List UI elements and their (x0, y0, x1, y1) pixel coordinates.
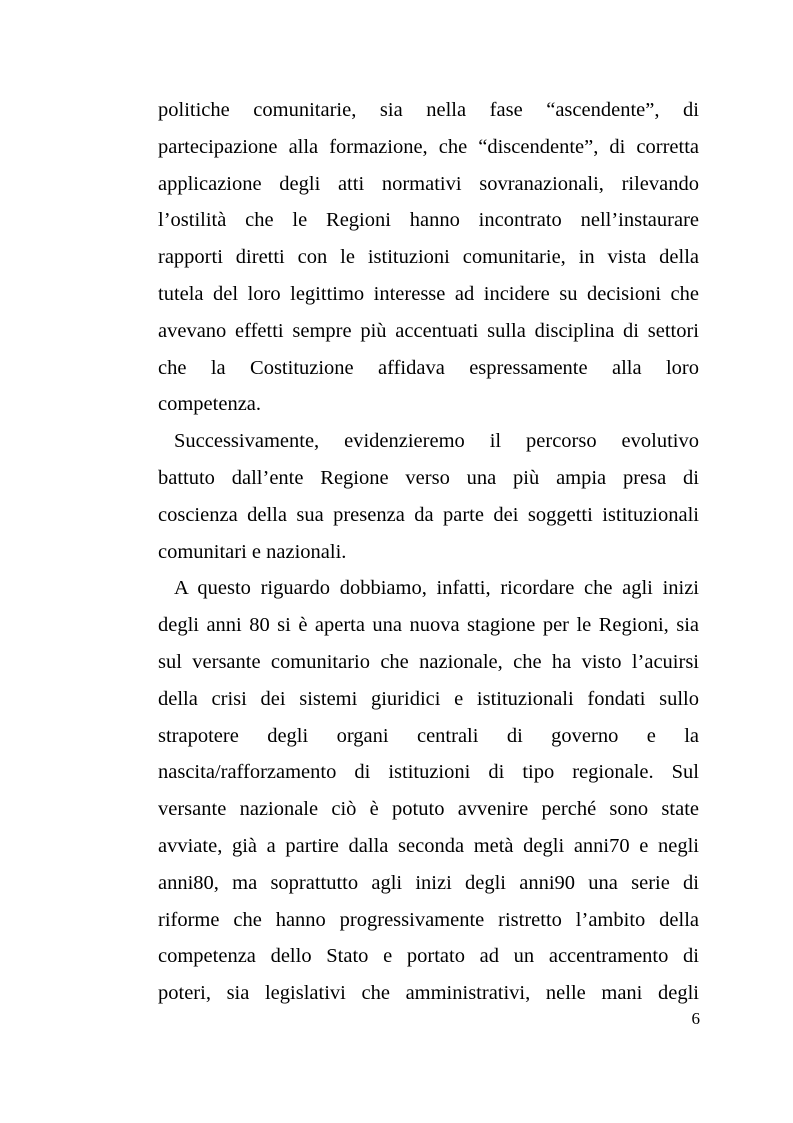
text-line: l’ostilità che le Regioni hanno incontrato nell’instaurare (158, 209, 699, 232)
paragraph (158, 423, 699, 570)
text-line: competenza dello Stato e portato ad un accentramento di (158, 945, 699, 968)
page-number: 6 (691, 1009, 700, 1028)
text-line: anni80, ma soprattutto agli inizi degli anni90 una serie di (158, 871, 699, 894)
text-line: poteri, sia legislativi che amministrativi, nelle mani degli (158, 982, 699, 1005)
text-line: tutela del loro legittimo interesse ad incidere su decisioni che (158, 282, 699, 305)
text-line: riforme che hanno progressivamente ristretto l’ambito della (158, 908, 699, 931)
text-line: coscienza della sua presenza da parte dei soggetti istituzionali (158, 503, 699, 526)
text-line: A questo riguardo dobbiamo, infatti, ricordare che agli inizi (174, 577, 699, 600)
text-line: battuto dall’ente Regione verso una più ampia presa di (158, 466, 699, 489)
text-line: rapporti diretti con le istituzioni comunitarie, in vista della (158, 246, 699, 269)
paragraph (158, 92, 699, 423)
text-line: sul versante comunitario che nazionale, che ha visto l’acuirsi (158, 650, 699, 673)
text-line: partecipazione alla formazione, che “discendente”, di corretta (158, 135, 699, 158)
text-line: della crisi dei sistemi giuridici e istituzionali fondati sullo (158, 687, 699, 710)
body-text (158, 92, 699, 1012)
text-line: degli anni 80 si è aperta una nuova stagione per le Regioni, sia (158, 614, 699, 637)
text-line: nascita/rafforzamento di istituzioni di tipo regionale. Sul (158, 761, 699, 784)
text-line: versante nazionale ciò è potuto avvenire perché sono state (158, 798, 699, 821)
text-line: avevano effetti sempre più accentuati sulla disciplina di settori (158, 319, 699, 342)
paragraph (158, 570, 699, 1012)
text-line: competenza. (158, 393, 262, 416)
text-line: politiche comunitarie, sia nella fase “ascendente”, di (158, 99, 699, 121)
text-line: comunitari e nazionali. (158, 540, 347, 563)
text-line: Successivamente, evidenzieremo il percorso evolutivo (174, 430, 699, 453)
text-line: strapotere degli organi centrali di governo e la (158, 724, 699, 747)
text-line: avviate, già a partire dalla seconda metà degli anni70 e negli (158, 834, 699, 857)
text-line: applicazione degli atti normativi sovranazionali, rilevando (158, 172, 699, 195)
text-line: che la Costituzione affidava espressamente alla loro (158, 356, 699, 379)
